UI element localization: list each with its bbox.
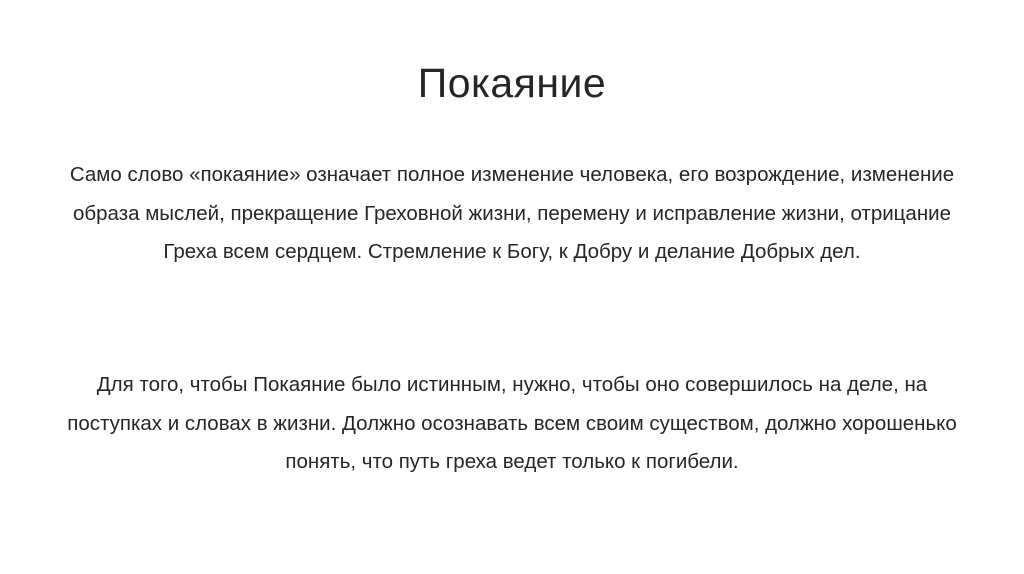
paragraph-true-repentance: Для того, чтобы Покаяние было истинным, нужно, чтобы оно совершилось на деле, на поступках и словах в жизни. Должно осознавать всем своим существом, должно хорошенько понять, что путь греха ведет только к погибели. [67, 373, 957, 473]
paragraph-definition: Само слово «покаяние» означает полное изменение человека, его возрождение, изменение образа мыслей, прекращение Греховной жизни, перемену и исправление жизни, отрицание Греха всем сердцем. Стремление к Богу, к Добру и делание Добрых дел. [69, 163, 955, 263]
slide-title: Покаяние [417, 60, 607, 106]
